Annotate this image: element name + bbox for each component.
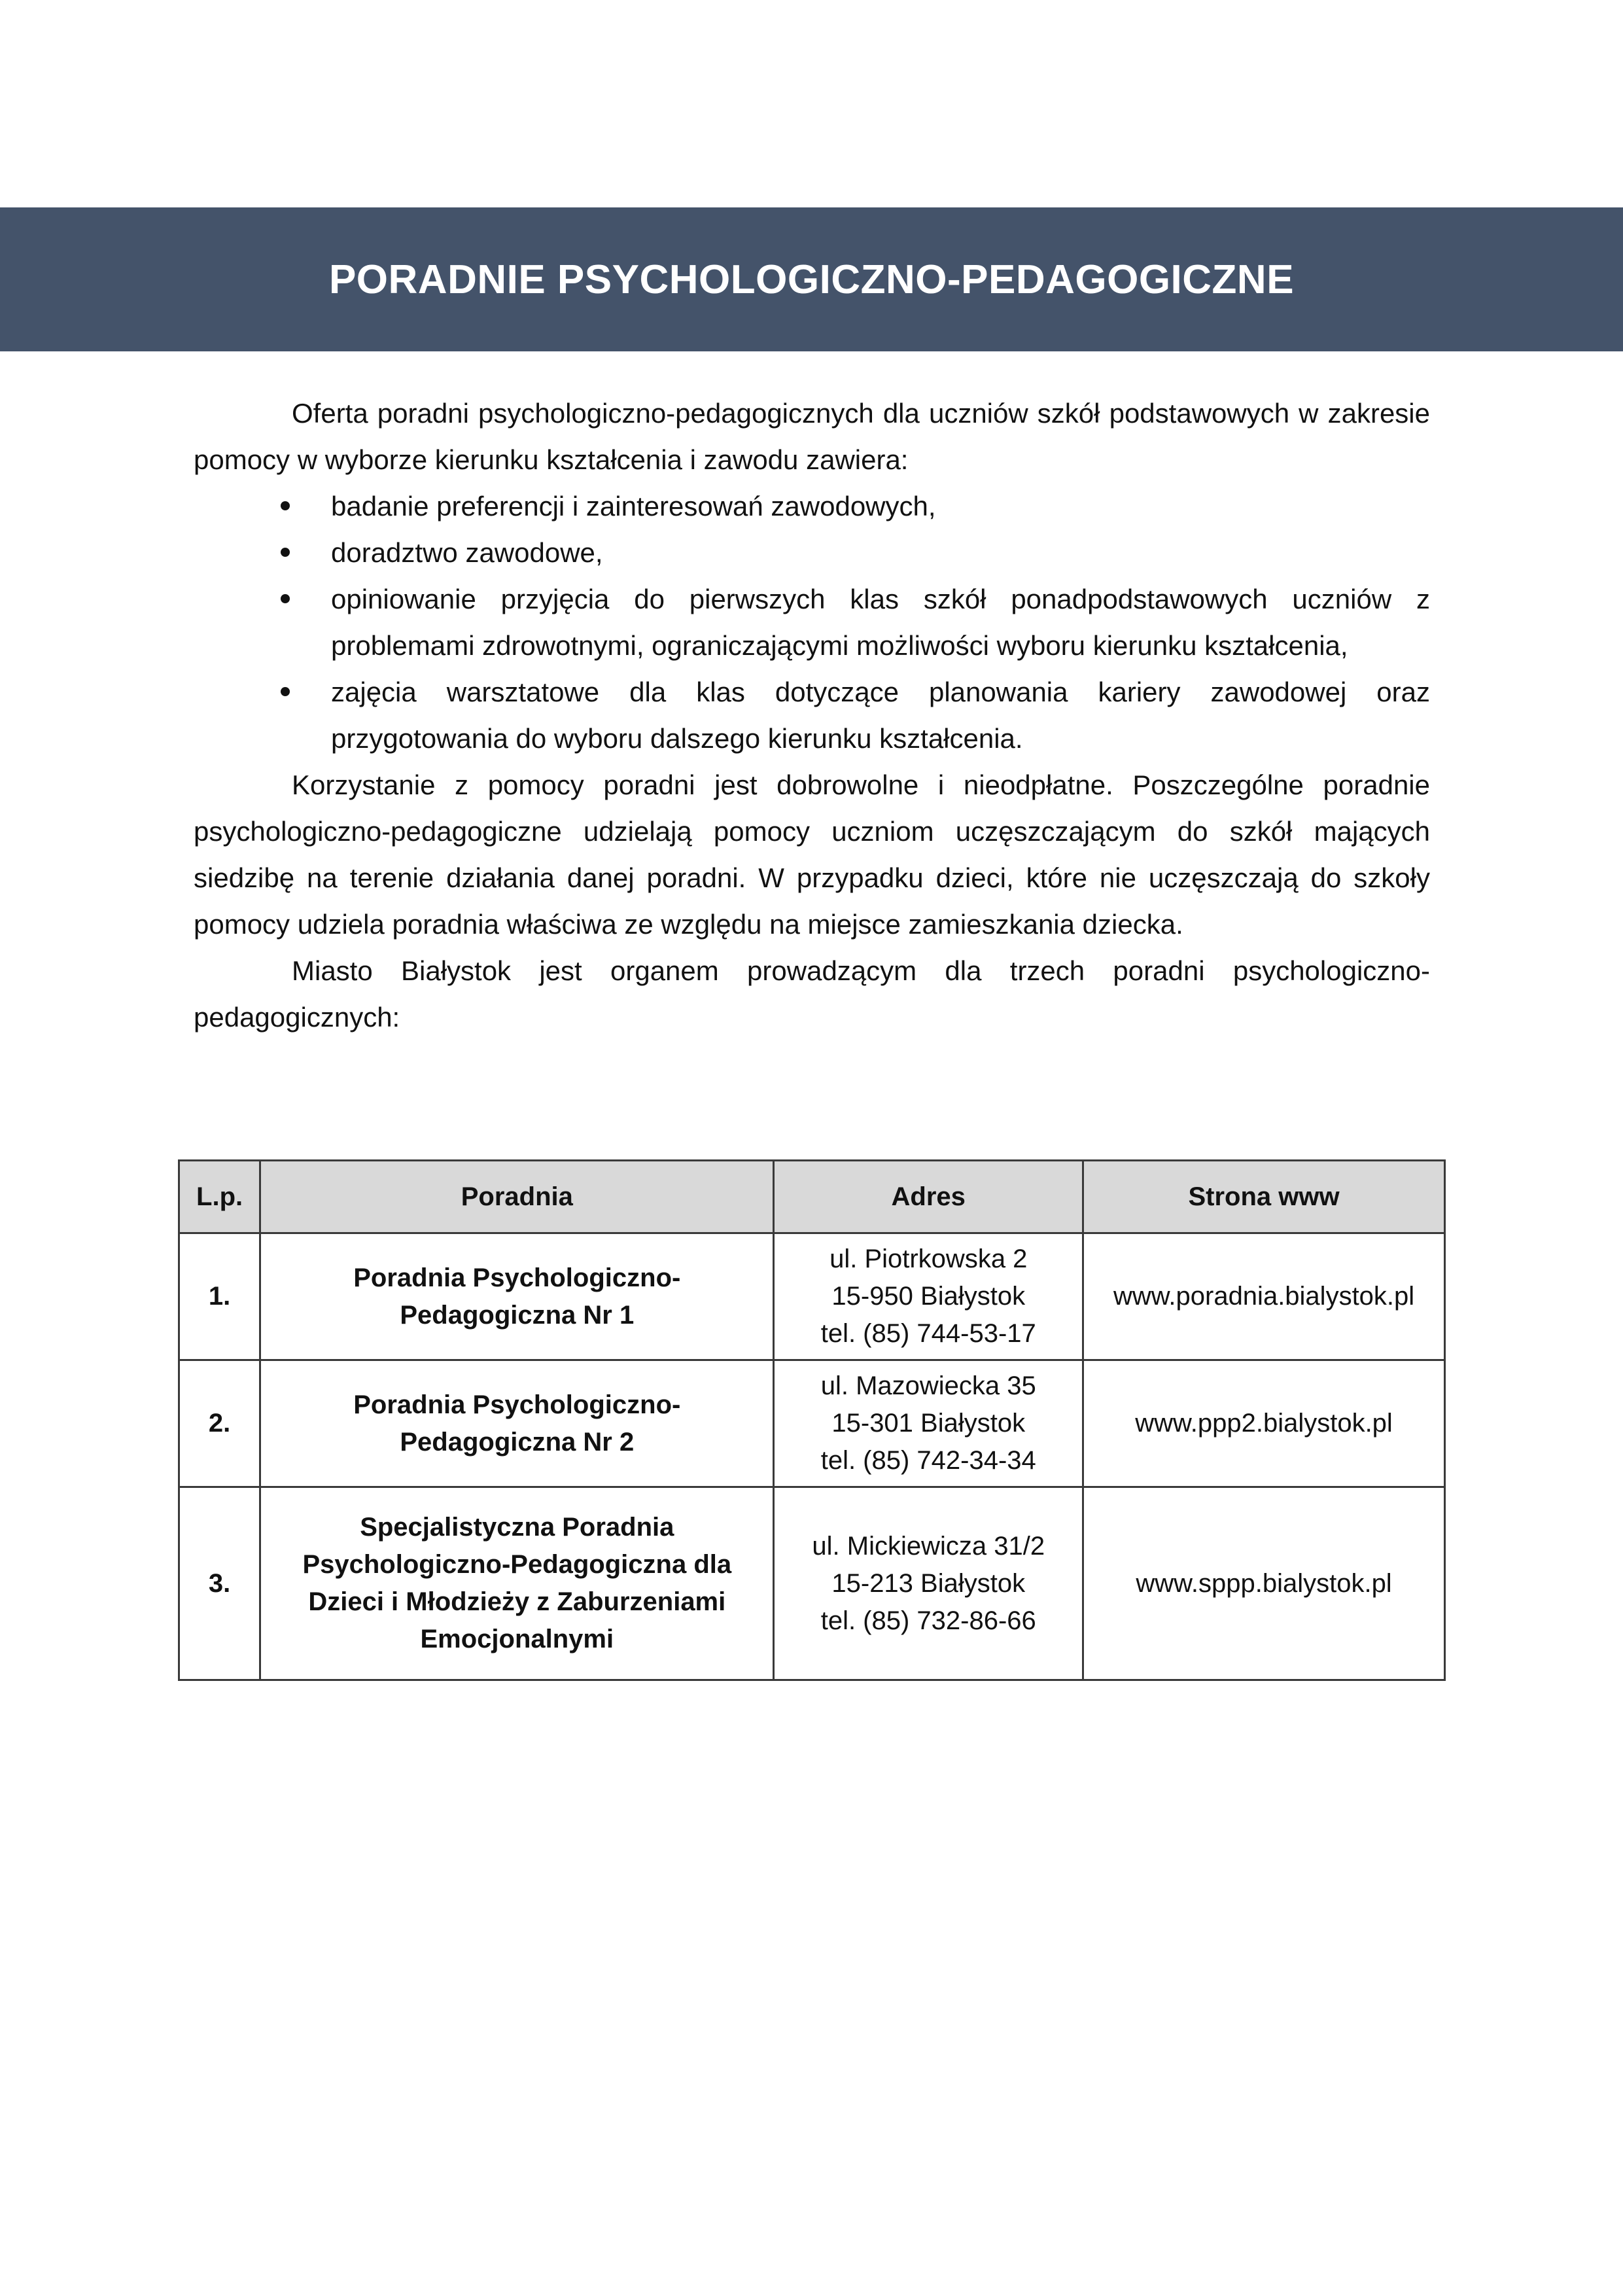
table-row — [179, 1487, 1445, 1680]
row-number: 2. — [179, 1360, 260, 1487]
table-header-row — [179, 1161, 1445, 1233]
list-item — [194, 576, 1430, 669]
offer-list — [194, 483, 1430, 762]
center-name-line: Specjalistyczna Poradnia — [360, 1513, 674, 1542]
document-body — [194, 390, 1430, 1040]
list-item-text: doradztwo zawodowe, — [331, 537, 603, 568]
center-name-line: Emocjonalnymi — [420, 1625, 614, 1653]
bullet-icon — [281, 501, 290, 510]
address-city: 15-950 Białystok — [831, 1282, 1026, 1311]
centers-table — [178, 1159, 1446, 1681]
column-header-lp: L.p. — [179, 1161, 260, 1233]
address-phone: tel. (85) 732-86-66 — [820, 1606, 1036, 1635]
list-item-text: badanie preferencji i zainteresowań zawodowych, — [331, 491, 936, 521]
page-title: PORADNIE PSYCHOLOGICZNO-PEDAGOGICZNE — [328, 256, 1295, 302]
row-number: 3. — [179, 1487, 260, 1680]
bullet-icon — [281, 594, 290, 603]
center-website[interactable]: www.sppp.bialystok.pl — [1083, 1487, 1445, 1680]
table-row — [179, 1360, 1445, 1487]
center-address — [774, 1233, 1083, 1360]
center-address — [774, 1487, 1083, 1680]
center-website[interactable]: www.ppp2.bialystok.pl — [1083, 1360, 1445, 1487]
city-paragraph: Miasto Białystok jest organem prowadzącym dla trzech poradni psychologiczno-pedagogicznych: — [194, 955, 1430, 1033]
center-name-line: Poradnia Psychologiczno- — [353, 1263, 681, 1292]
address-street: ul. Piotrkowska 2 — [829, 1245, 1028, 1273]
usage-paragraph: Korzystanie z pomocy poradni jest dobrowolne i nieodpłatne. Poszczególne poradnie psychologiczno-pedagogiczne udzielają pomocy uczniom uczęszczającym do szkół mających siedzibę na terenie działania danej poradni. W przypadku dzieci, które nie uczęszczają do szkoły pomocy udziela poradnia właściwa ze względu na miejsce zamieszkania dziecka. — [194, 769, 1430, 940]
center-website[interactable]: www.poradnia.bialystok.pl — [1083, 1233, 1445, 1360]
bullet-icon — [281, 687, 290, 696]
bullet-icon — [281, 548, 290, 557]
address-street: ul. Mickiewicza 31/2 — [812, 1531, 1045, 1561]
list-item — [194, 669, 1430, 762]
center-name — [260, 1233, 774, 1360]
center-address — [774, 1360, 1083, 1487]
list-item-text: zajęcia warsztatowe dla klas dotyczące planowania kariery zawodowej oraz przygotowania do wyboru dalszego kierunku kształcenia. — [331, 677, 1430, 754]
address-city: 15-301 Białystok — [831, 1409, 1026, 1438]
center-name-line: Pedagogiczna Nr 1 — [400, 1300, 635, 1330]
column-header-www: Strona www — [1083, 1161, 1445, 1233]
center-name-line: Poradnia Psychologiczno- — [353, 1390, 681, 1419]
center-name-line: Psychologiczno-Pedagogiczna dla — [302, 1550, 732, 1579]
table-row — [179, 1233, 1445, 1360]
address-phone: tel. (85) 744-53-17 — [820, 1319, 1036, 1348]
page-header-band — [0, 207, 1623, 351]
column-header-address: Adres — [774, 1161, 1083, 1233]
center-name — [260, 1487, 774, 1680]
address-phone: tel. (85) 742-34-34 — [820, 1446, 1036, 1475]
center-name-line: Pedagogiczna Nr 2 — [400, 1427, 635, 1457]
address-city: 15-213 Białystok — [831, 1568, 1026, 1598]
column-header-name: Poradnia — [260, 1161, 774, 1233]
row-number: 1. — [179, 1233, 260, 1360]
address-street: ul. Mazowiecka 35 — [820, 1371, 1036, 1400]
list-item — [194, 529, 1430, 576]
center-name — [260, 1360, 774, 1487]
intro-paragraph: Oferta poradni psychologiczno-pedagogicznych dla uczniów szkół podstawowych w zakresie pomocy w wyborze kierunku kształcenia i zawodu zawiera: — [194, 398, 1430, 475]
list-item — [194, 483, 1430, 529]
center-name-line: Dzieci i Młodzieży z Zaburzeniami — [308, 1587, 726, 1616]
list-item-text: opiniowanie przyjęcia do pierwszych klas szkół ponadpodstawowych uczniów z problemami zdrowotnymi, ograniczającymi możliwości wyboru kierunku kształcenia, — [331, 584, 1430, 661]
